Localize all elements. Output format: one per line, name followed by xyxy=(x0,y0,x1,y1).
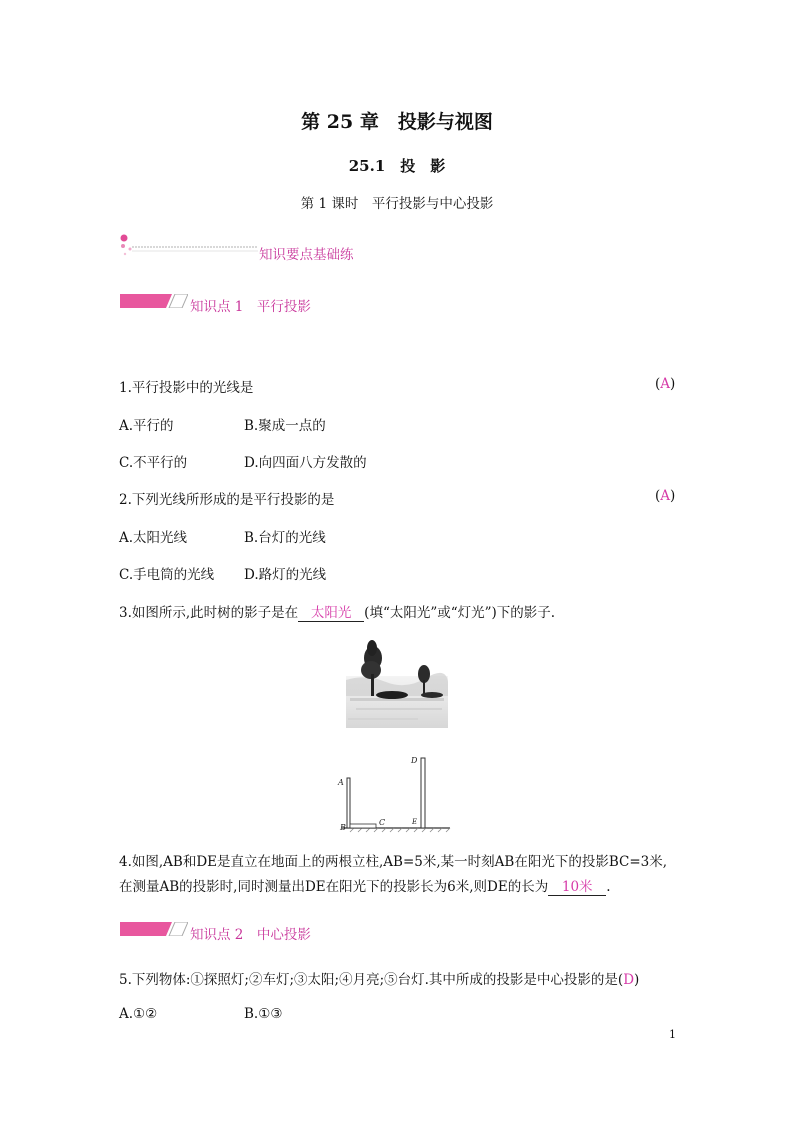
q3-answer: 太阳光 xyxy=(310,605,352,621)
kp2-bar xyxy=(120,921,188,935)
kp1-bar xyxy=(120,293,188,307)
q2-option-d: D.路灯的光线 xyxy=(244,567,327,583)
label-a: A xyxy=(338,778,344,787)
q4-line2-pre: 在测量AB的投影时,同时测量出DE在阳光下的投影长为6米,则DE的长为 xyxy=(119,879,549,895)
label-b: B xyxy=(340,823,346,832)
q2-option-b: B.台灯的光线 xyxy=(244,530,326,546)
pillar-figure xyxy=(336,752,454,834)
q2-option-a: A.太阳光线 xyxy=(119,530,188,546)
page-number: 1 xyxy=(669,1028,676,1041)
q2-stem: 2.下列光线所形成的是平行投影的是 xyxy=(119,492,335,508)
q5-option-b: B.①③ xyxy=(244,1006,283,1022)
q4-line2-post: . xyxy=(606,879,611,895)
section-title: 25.1 投 影 xyxy=(348,157,446,175)
q5-text: 5.下列物体:①探照灯;②车灯;③太阳;④月亮;⑤台灯.其中所成的投影是中心投影的是(D) xyxy=(119,972,640,988)
q3-blank xyxy=(298,601,364,622)
label-e: E xyxy=(412,818,418,826)
q2-answer-box: (A) xyxy=(655,488,676,504)
q1-option-b: B.聚成一点的 xyxy=(244,418,326,434)
q5-option-a: A.①② xyxy=(119,1006,158,1022)
tree-shadow-figure xyxy=(346,636,448,728)
q1-stem: 1.平行投影中的光线是 xyxy=(119,380,254,396)
banner-title: 知识要点基础练 xyxy=(259,247,354,263)
kp1-label: 知识点 1 平行投影 xyxy=(190,299,311,315)
q4-blank xyxy=(548,875,606,896)
q1-answer: A xyxy=(660,376,671,392)
q1-option-d: D.向四面八方发散的 xyxy=(244,455,367,471)
q5-stem: 5.下列物体:①探照灯;②车灯;③太阳;④月亮;⑤台灯.其中所成的投影是中心投影的是 xyxy=(119,972,618,988)
label-c: C xyxy=(379,818,386,827)
q3-text xyxy=(119,601,555,622)
q4-line2 xyxy=(119,875,611,896)
q3-pre: 3.如图所示,此时树的影子是在 xyxy=(119,605,299,621)
q2-answer: A xyxy=(660,488,671,504)
q1-option-a: A.平行的 xyxy=(119,418,174,434)
q2-option-c: C.手电筒的光线 xyxy=(119,567,215,583)
banner-decoration xyxy=(118,232,268,260)
q3-post: (填“太阳光”或“灯光”)下的影子. xyxy=(364,605,556,621)
q1-option-c: C.不平行的 xyxy=(119,455,188,471)
q1-answer-box: (A) xyxy=(655,376,676,392)
q4-answer: 10米 xyxy=(561,879,593,895)
lesson-title: 第 1 课时 平行投影与中心投影 xyxy=(300,196,494,212)
q5-answer: D xyxy=(623,972,635,988)
label-d: D xyxy=(411,756,418,765)
q4-line1: 4.如图,AB和DE是直立在地面上的两根立柱,AB=5米,某一时刻AB在阳光下的投影BC=3米, xyxy=(119,854,668,870)
kp2-label: 知识点 2 中心投影 xyxy=(190,927,311,943)
chapter-title: 第 25 章 投影与视图 xyxy=(301,111,493,133)
